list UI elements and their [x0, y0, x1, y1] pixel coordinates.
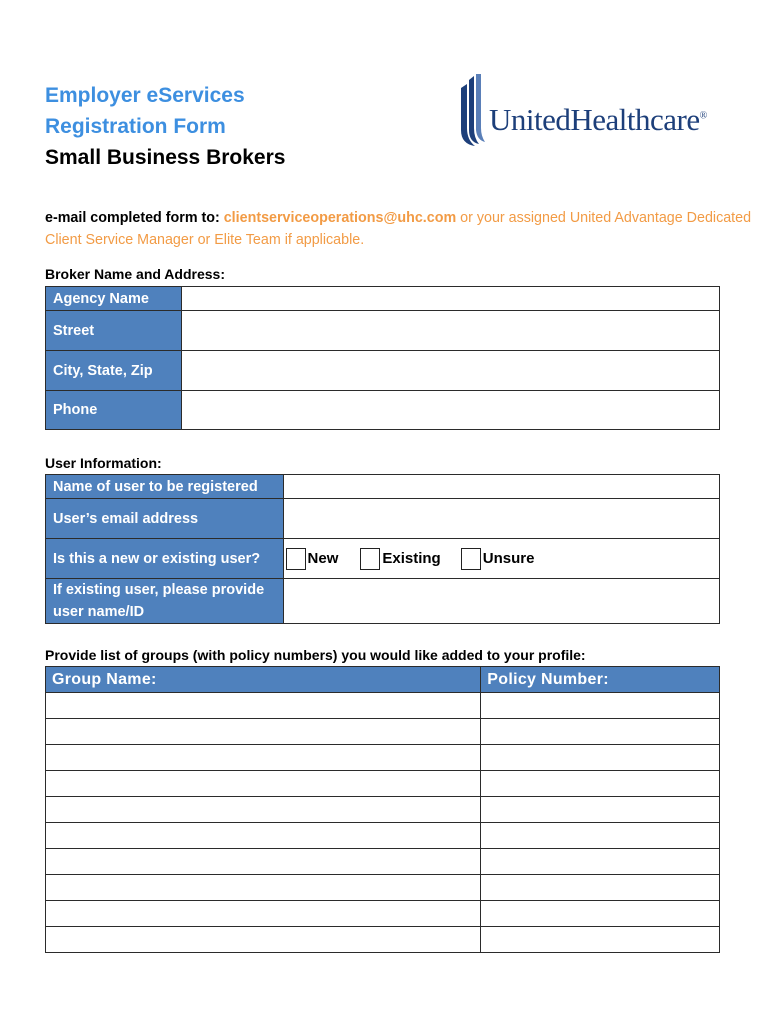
policy-number-cell[interactable] — [481, 849, 720, 875]
table-row — [46, 719, 720, 745]
instructions-prefix: e-mail completed form to: — [45, 210, 224, 226]
street-field[interactable] — [181, 311, 719, 351]
table-row — [46, 823, 720, 849]
broker-section-label: Broker Name and Address: — [45, 266, 225, 282]
new-existing-label: Is this a new or existing user? — [46, 539, 284, 579]
groups-table — [45, 666, 720, 953]
group-name-cell[interactable] — [46, 771, 481, 797]
policy-number-cell[interactable] — [481, 797, 720, 823]
street-label: Street — [46, 311, 182, 351]
policy-number-cell[interactable] — [481, 771, 720, 797]
existing-checkbox[interactable] — [360, 548, 380, 570]
city-state-zip-field[interactable] — [181, 351, 719, 391]
user-name-field[interactable] — [283, 475, 719, 499]
policy-number-cell[interactable] — [481, 823, 720, 849]
policy-number-header: Policy Number: — [481, 667, 720, 693]
form-subtitle: Small Business Brokers — [45, 146, 286, 169]
existing-user-id-field[interactable] — [283, 579, 719, 624]
user-row-name — [46, 475, 720, 499]
form-title-line1: Employer eServices — [45, 84, 245, 107]
table-row — [46, 693, 720, 719]
group-name-cell[interactable] — [46, 927, 481, 953]
table-row — [46, 901, 720, 927]
table-row — [46, 771, 720, 797]
policy-number-cell[interactable] — [481, 693, 720, 719]
group-name-cell[interactable] — [46, 693, 481, 719]
agency-name-field[interactable] — [181, 287, 719, 311]
new-option-label: New — [307, 550, 339, 567]
instructions-suffix: or your assigned United Advantage Dedicated Client Service Manager or Elite Team if applicable. — [45, 210, 752, 248]
unsure-option-label: Unsure — [482, 550, 535, 567]
user-email-field[interactable] — [283, 499, 719, 539]
broker-row-city — [46, 351, 720, 391]
broker-row-street — [46, 311, 720, 351]
group-name-cell[interactable] — [46, 745, 481, 771]
option-unsure[interactable] — [461, 548, 535, 570]
table-row — [46, 927, 720, 953]
policy-number-cell[interactable] — [481, 745, 720, 771]
group-name-header: Group Name: — [46, 667, 481, 693]
group-name-cell[interactable] — [46, 797, 481, 823]
group-name-cell[interactable] — [46, 719, 481, 745]
policy-number-cell[interactable] — [481, 875, 720, 901]
broker-row-phone — [46, 391, 720, 430]
user-table — [45, 474, 720, 624]
phone-field[interactable] — [181, 391, 719, 430]
option-new[interactable] — [286, 548, 339, 570]
instructions-text — [45, 207, 755, 251]
existing-user-id-label: If existing user, please provide user name/ID — [46, 579, 284, 624]
agency-name-label: Agency Name — [46, 287, 182, 311]
user-name-label: Name of user to be registered — [46, 475, 284, 499]
user-row-email — [46, 499, 720, 539]
user-row-existing-id — [46, 579, 720, 624]
group-name-cell[interactable] — [46, 875, 481, 901]
groups-header-row — [46, 667, 720, 693]
option-existing[interactable] — [360, 548, 440, 570]
unsure-checkbox[interactable] — [461, 548, 481, 570]
policy-number-cell[interactable] — [481, 901, 720, 927]
broker-row-agency — [46, 287, 720, 311]
new-existing-options — [283, 539, 719, 579]
city-state-zip-label: City, State, Zip — [46, 351, 182, 391]
user-section-label: User Information: — [45, 455, 162, 471]
policy-number-cell[interactable] — [481, 719, 720, 745]
group-name-cell[interactable] — [46, 849, 481, 875]
instructions-email-link[interactable]: clientserviceoperations@uhc.com — [223, 210, 457, 226]
existing-option-label: Existing — [382, 550, 441, 567]
form-title-line2: Registration Form — [45, 115, 226, 138]
group-name-cell[interactable] — [46, 901, 481, 927]
table-row — [46, 875, 720, 901]
user-email-label: User’s email address — [46, 499, 284, 539]
new-checkbox[interactable] — [286, 548, 306, 570]
policy-number-cell[interactable] — [481, 927, 720, 953]
groups-section-label: Provide list of groups (with policy numbers) you would like added to your profile: — [45, 647, 586, 663]
unitedhealthcare-logo — [455, 74, 725, 156]
table-row — [46, 849, 720, 875]
table-row — [46, 797, 720, 823]
logo-wordmark: UnitedHealthcare® — [489, 102, 707, 137]
user-row-new-existing — [46, 539, 720, 579]
table-row — [46, 745, 720, 771]
phone-label: Phone — [46, 391, 182, 430]
group-name-cell[interactable] — [46, 823, 481, 849]
broker-table — [45, 286, 720, 430]
